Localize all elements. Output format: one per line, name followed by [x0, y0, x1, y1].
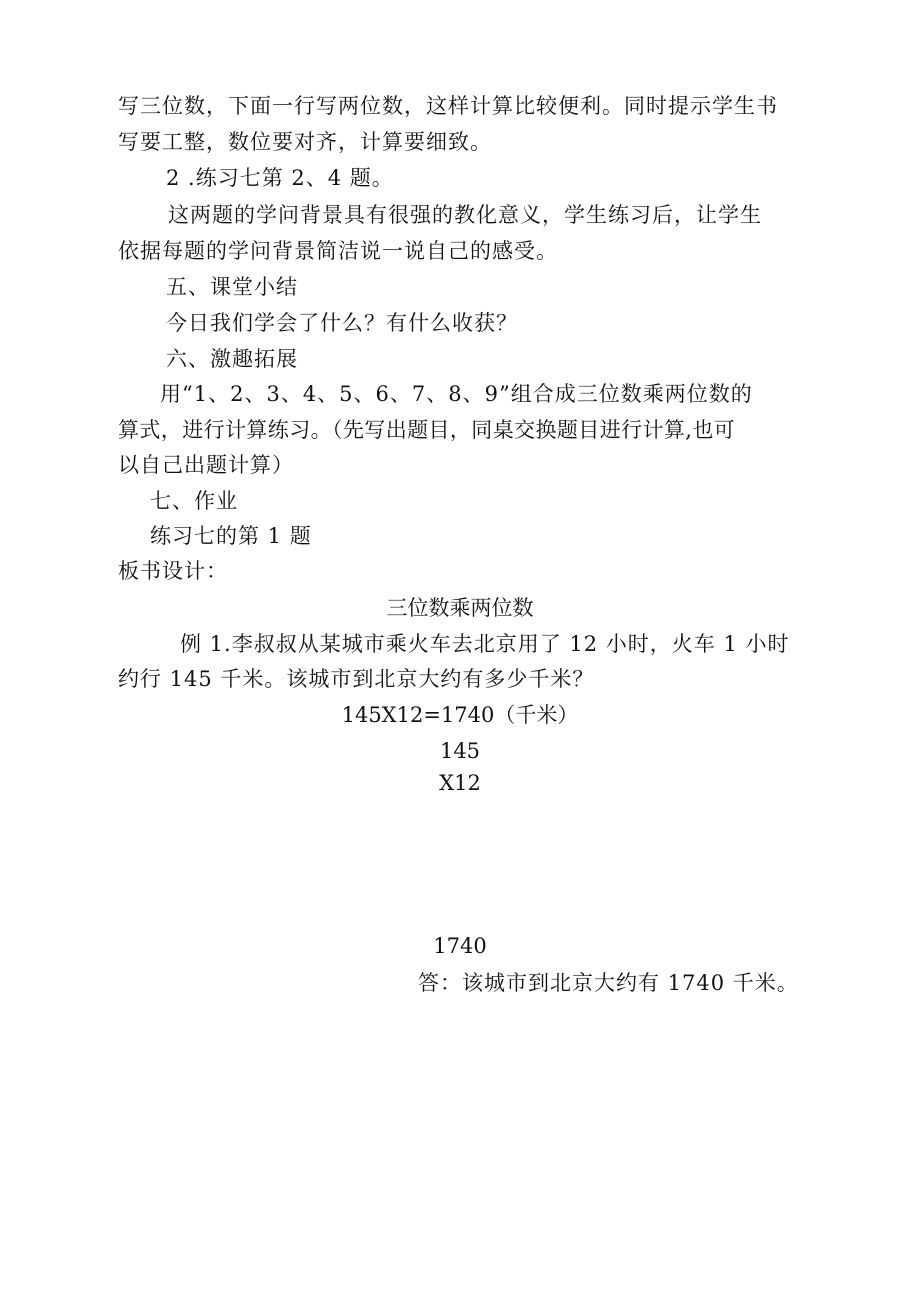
paragraph-line: 算式，进行计算练习。（先写出题目，同桌交换题目进行计算,也可 — [118, 418, 736, 442]
paragraph-line: 写要工整，数位要对齐，计算要细致。 — [118, 130, 492, 154]
paragraph-line: 依据每题的学问背景简洁说一说自己的感受。 — [118, 239, 558, 263]
board-title: 三位数乘两位数 — [386, 596, 534, 620]
vertical-multiplier: X12 — [439, 771, 481, 795]
list-item: 2 .练习七第 2、4 题。 — [166, 166, 394, 190]
section-heading: 六、激趣拓展 — [166, 347, 298, 371]
board-label: 板书设计： — [118, 559, 228, 583]
paragraph-line: 以自己出题计算） — [118, 453, 294, 477]
paragraph-line: 用“1、2、3、4、5、6、7、8、9”组合成三位数乘两位数的 — [160, 382, 753, 406]
paragraph-line: 今日我们学会了什么？有什么收获？ — [166, 311, 518, 335]
paragraph-line: 写三位数，下面一行写两位数，这样计算比较便利。同时提示学生书 — [118, 94, 778, 118]
section-heading: 七、作业 — [150, 489, 238, 513]
vertical-result: 1740 — [433, 934, 487, 958]
example-line: 约行 145 千米。该城市到北京大约有多少千米？ — [118, 667, 595, 691]
equation: 145X12=1740（千米） — [341, 703, 579, 727]
paragraph-line: 这两题的学问背景具有很强的教化意义，学生练习后，让学生 — [168, 203, 762, 227]
example-line: 例 1.李叔叔从某城市乘火车去北京用了 12 小时，火车 1 小时 — [180, 632, 790, 656]
vertical-multiplicand: 145 — [439, 739, 481, 763]
paragraph-line: 练习七的第 1 题 — [150, 524, 312, 548]
section-heading: 五、课堂小结 — [166, 275, 298, 299]
answer-line: 答：该城市到北京大约有 1740 千米。 — [418, 971, 799, 995]
